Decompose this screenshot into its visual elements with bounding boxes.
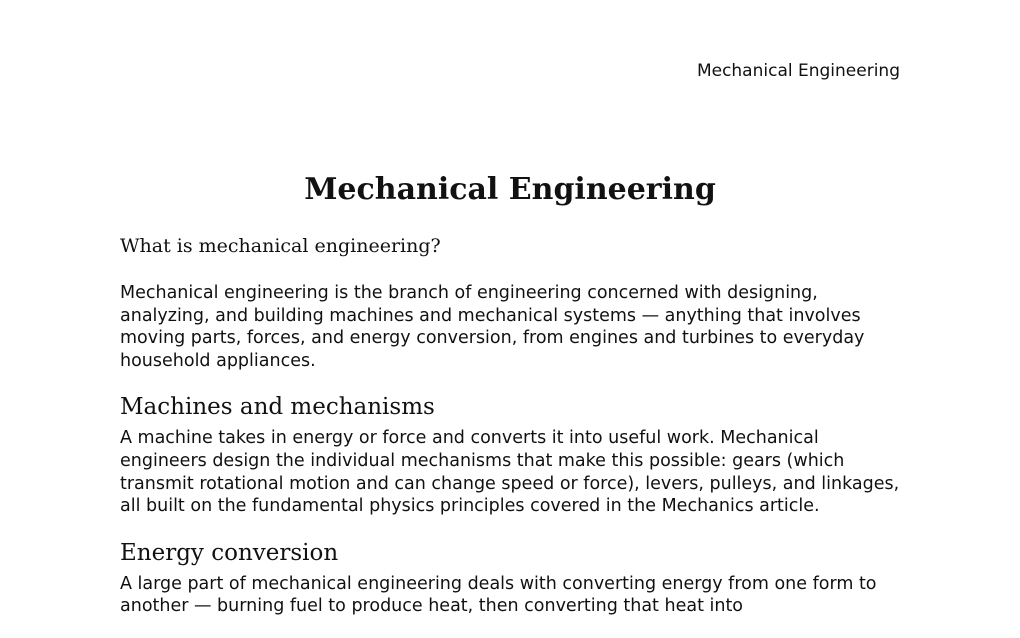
- article: [120, 168, 900, 638]
- intro-paragraph: Mechanical engineering is the branch of engineering concerned with designing, analyzing, and building machines and mechanical systems — anything that involves moving parts, forces, and energy conversion, from engines and turbines to everyday household appliances.: [120, 283, 865, 371]
- section-body-machines: A machine takes in energy or force and converts it into useful work. Mechanical engineers design the individual mechanisms that make this possible: gears (which transmit rotational motion and can change speed or force), levers, pulleys, and linkages, all built on the fundamental physics principles covered in the Mechanics article.: [120, 428, 900, 517]
- section-heading-machines: Machines and mechanisms: [120, 394, 435, 421]
- section-heading-energy: Energy conversion: [120, 539, 339, 566]
- page-subtitle: What is mechanical engineering?: [120, 235, 441, 257]
- page-title: Mechanical Engineering: [304, 172, 716, 207]
- section-body-energy: A large part of mechanical engineering deals with converting energy from one form to another — burning fuel to produce heat, then converting that heat into: [120, 573, 877, 617]
- running-header: Mechanical Engineering: [696, 61, 900, 81]
